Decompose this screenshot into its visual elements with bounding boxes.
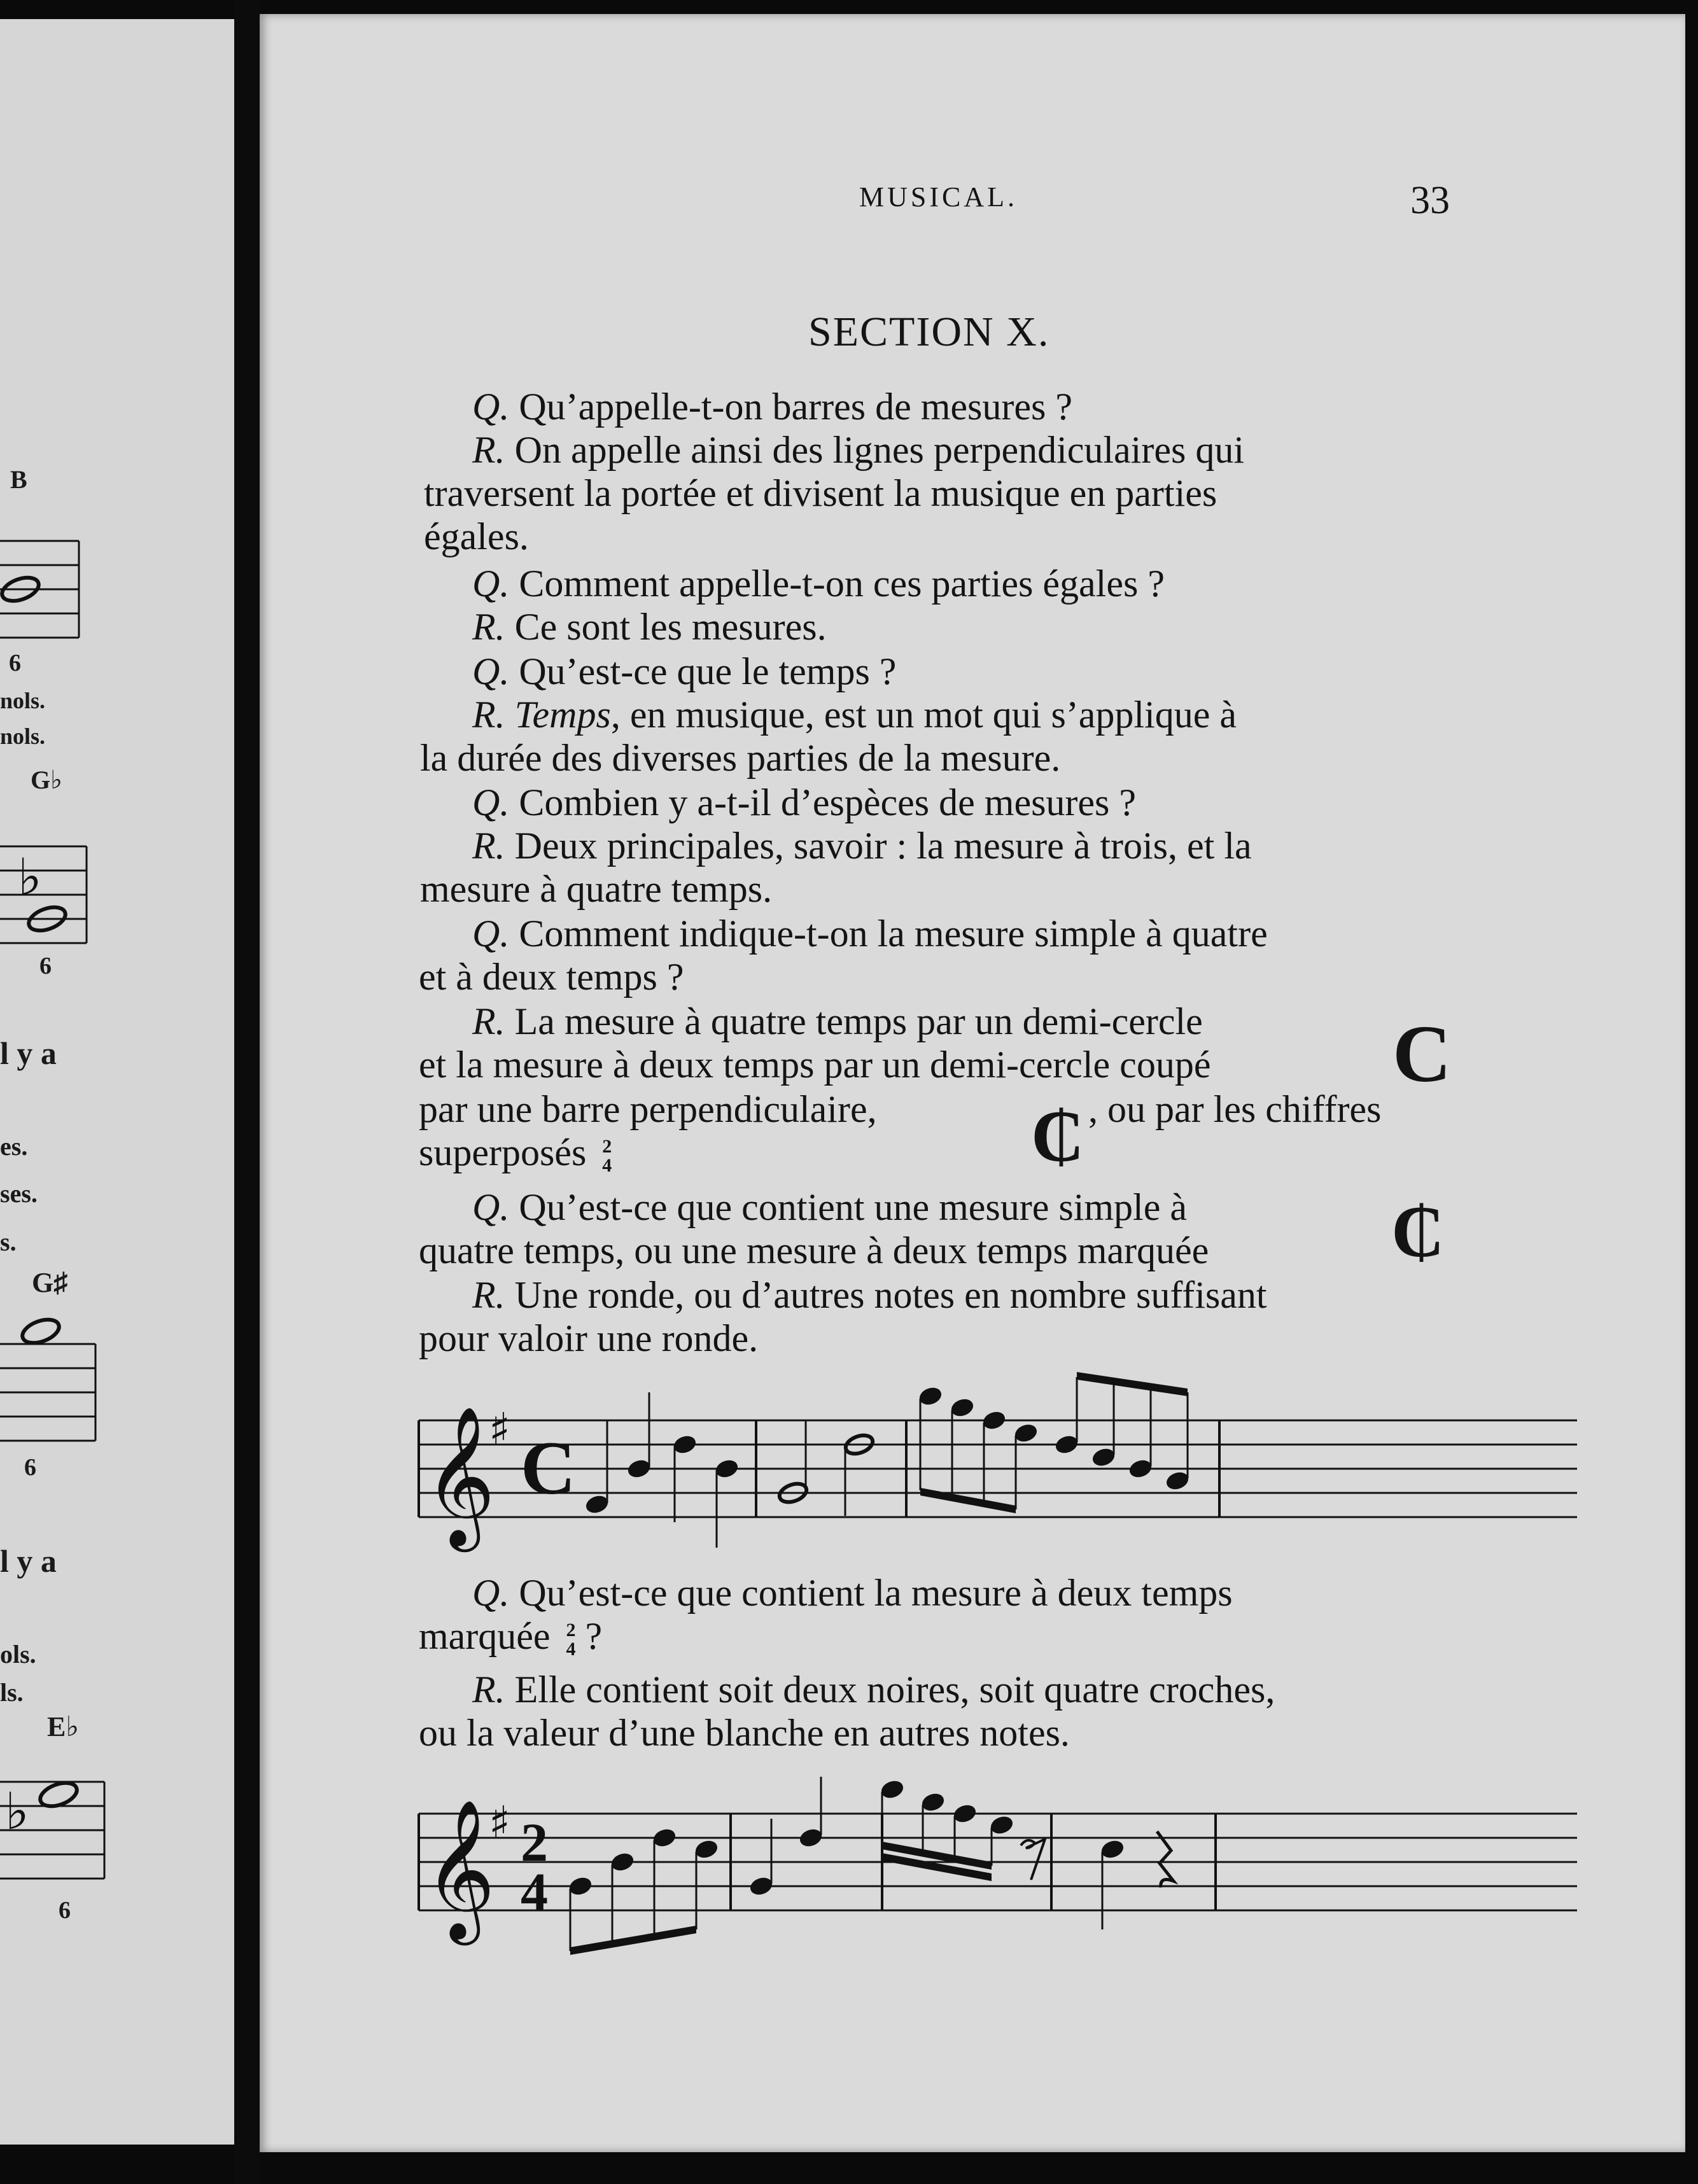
note-head <box>584 1494 610 1515</box>
left-fragment: ses. <box>0 1179 38 1208</box>
time-signature-top: 2 <box>521 1812 548 1873</box>
left-fragment: E♭ <box>47 1711 80 1742</box>
answer-line <box>419 1088 877 1130</box>
note-head <box>694 1838 719 1860</box>
question-label: Q. <box>472 1186 510 1228</box>
page-33 <box>260 14 1685 2152</box>
answer-text: , ou par les chiffres <box>1088 1088 1382 1130</box>
answer-line <box>424 472 1217 514</box>
answer-line <box>472 1000 1203 1042</box>
common-time-symbol: C <box>1393 1009 1452 1099</box>
left-fragment: nols. <box>0 724 46 749</box>
time-signature-bottom: 4 <box>521 1861 548 1922</box>
answer-line <box>420 868 772 910</box>
note-head <box>950 1397 975 1418</box>
question-text: Qu’est-ce que le temps ? <box>519 650 897 692</box>
note-head <box>1165 1470 1190 1492</box>
answer-text: égales. <box>424 515 529 557</box>
question-line <box>419 1229 1209 1271</box>
note-beam <box>570 1926 696 1955</box>
answer-label: R. <box>472 429 505 471</box>
left-fragment: es. <box>0 1132 28 1161</box>
left-fragment: G♭ <box>31 766 62 794</box>
answer-line <box>419 1131 612 1175</box>
question-line <box>419 956 684 998</box>
question-line <box>472 650 896 692</box>
answer-line <box>419 1044 1210 1086</box>
answer-text: ou la valeur d’une blanche en autres notes. <box>419 1712 1070 1754</box>
note-head <box>1054 1434 1079 1455</box>
note-head <box>918 1385 943 1407</box>
answer-line <box>472 1669 1275 1711</box>
answer-label: R. <box>472 1000 505 1042</box>
answer-label: R. <box>472 825 505 867</box>
running-title: MUSICAL. <box>859 181 1018 213</box>
common-time-icon: C <box>521 1425 576 1510</box>
left-fragment: ols. <box>0 1640 36 1669</box>
svg-text:♭: ♭ <box>5 1782 29 1841</box>
note-head <box>1100 1838 1125 1860</box>
answer-text: Ce sont les mesures. <box>514 606 827 648</box>
question-line <box>472 386 1072 428</box>
sharp-icon: ♯ <box>489 1796 510 1849</box>
answer-line <box>1088 1088 1381 1130</box>
svg-text:♭: ♭ <box>18 848 42 907</box>
question-text: quatre temps, ou une mesure à deux temps marquée <box>419 1229 1209 1271</box>
answer-label: R. <box>472 694 505 736</box>
left-staff-4 <box>0 1775 115 1890</box>
question-label: Q. <box>472 563 510 605</box>
page-number: 33 <box>1410 179 1450 222</box>
left-fragment: 6 <box>9 650 21 676</box>
left-fragment: G♯ <box>32 1267 68 1298</box>
previous-page-edge <box>0 19 234 2145</box>
note-head <box>1013 1422 1039 1444</box>
left-staff-1 <box>0 535 89 643</box>
answer-text: et la mesure à deux temps par un demi-cercle coupé <box>419 1044 1211 1086</box>
answer-text: mesure à quatre temps. <box>420 868 773 910</box>
question-text: Qu’est-ce que contient la mesure à deux temps <box>519 1572 1233 1614</box>
note-head <box>952 1803 978 1824</box>
question-label: Q. <box>472 781 510 823</box>
quarter-rest-icon <box>1157 1831 1174 1887</box>
emphasized-term: Temps <box>514 694 611 736</box>
answer-label: R. <box>472 606 505 648</box>
question-text: Combien y a-t-il d’espèces de mesures ? <box>519 781 1137 823</box>
left-fragment: s. <box>0 1228 17 1256</box>
note-head <box>1128 1458 1153 1480</box>
question-text: ? <box>585 1615 603 1657</box>
note-head <box>652 1827 677 1849</box>
treble-clef-icon: 𝄞 <box>424 1798 496 1939</box>
left-fragment: 6 <box>39 953 52 979</box>
answer-line <box>419 1317 758 1359</box>
left-fragment: l y a <box>0 1035 57 1071</box>
eighth-rest-icon <box>1021 1839 1045 1880</box>
question-text: Comment indique-t-on la mesure simple à quatre <box>519 913 1268 955</box>
answer-line <box>472 606 827 648</box>
music-example-1 <box>412 1363 1590 1567</box>
left-fragment: ls. <box>0 1678 24 1707</box>
answer-text: , en musique, est un mot qui s’applique à <box>610 694 1237 736</box>
left-fragment: 6 <box>59 1897 71 1924</box>
note-head <box>798 1827 824 1849</box>
question-text: Comment appelle-t-on ces parties égales ? <box>519 563 1165 605</box>
question-label: Q. <box>472 1572 510 1614</box>
note-head <box>981 1410 1007 1431</box>
question-text: Qu’appelle-t-on barres de mesures ? <box>519 386 1072 428</box>
question-text: marquée <box>419 1615 551 1657</box>
answer-line <box>472 694 1237 736</box>
cut-time-symbol: ₵ <box>1031 1096 1084 1177</box>
answer-line <box>419 1712 1070 1754</box>
treble-clef-icon: 𝄞 <box>424 1405 496 1546</box>
answer-label: R. <box>472 1274 505 1316</box>
left-fragment: nols. <box>0 688 46 713</box>
question-text: Qu’est-ce que contient une mesure simple à <box>519 1186 1187 1228</box>
question-text: et à deux temps ? <box>419 956 684 998</box>
note-head <box>989 1814 1014 1836</box>
left-fragment: B <box>10 465 27 494</box>
note-head <box>748 1875 774 1897</box>
answer-text: traversent la portée et divisent la musique en parties <box>424 472 1217 514</box>
question-line <box>419 1615 602 1659</box>
note-head <box>1091 1446 1116 1468</box>
answer-text: Une ronde, ou d’autres notes en nombre suffisant <box>514 1274 1267 1316</box>
question-line <box>472 1186 1187 1228</box>
answer-line <box>472 825 1252 867</box>
note-head <box>672 1434 698 1455</box>
note-head <box>714 1458 740 1480</box>
left-staff-2 <box>0 840 95 948</box>
answer-line <box>420 737 1060 779</box>
question-line <box>472 913 1268 955</box>
answer-line <box>472 1274 1267 1316</box>
question-line <box>472 781 1136 823</box>
answer-text: Deux principales, savoir : la mesure à trois, et la <box>514 825 1252 867</box>
question-line <box>472 1572 1233 1614</box>
answer-text: On appelle ainsi des lignes perpendiculaires qui <box>514 429 1244 471</box>
answer-line <box>472 429 1244 471</box>
note-head <box>626 1458 652 1480</box>
book-spine-gutter <box>234 0 260 2184</box>
question-label: Q. <box>472 650 510 692</box>
time-signature-fraction: 2 4 <box>602 1136 612 1177</box>
answer-line <box>424 515 529 557</box>
answer-text: Elle contient soit deux noires, soit quatre croches, <box>514 1669 1275 1711</box>
answer-text: pour valoir une ronde. <box>419 1317 759 1359</box>
question-label: Q. <box>472 913 510 955</box>
sharp-icon: ♯ <box>489 1403 510 1455</box>
question-label: Q. <box>472 386 510 428</box>
note-head <box>568 1875 593 1897</box>
music-example-2 <box>412 1770 1590 1961</box>
note-beam <box>920 1488 1016 1513</box>
note-head <box>880 1779 905 1800</box>
note-beam <box>1077 1372 1188 1396</box>
section-heading: SECTION X. <box>808 309 1050 355</box>
question-line <box>472 563 1165 605</box>
answer-text: la durée des diverses parties de la mesure. <box>420 737 1061 779</box>
left-fragment: 6 <box>24 1454 36 1481</box>
left-fragment: l y a <box>0 1543 57 1579</box>
note-head <box>920 1791 946 1813</box>
left-staff-3 <box>0 1324 108 1445</box>
time-signature-fraction: 2 4 <box>566 1620 576 1660</box>
note-head <box>610 1851 635 1873</box>
answer-text: par une barre perpendiculaire, <box>419 1088 877 1130</box>
answer-label: R. <box>472 1669 505 1711</box>
cut-time-symbol: ₵ <box>1391 1191 1445 1273</box>
answer-text: La mesure à quatre temps par un demi-cercle <box>514 1000 1203 1042</box>
answer-text: superposés <box>419 1131 587 1173</box>
